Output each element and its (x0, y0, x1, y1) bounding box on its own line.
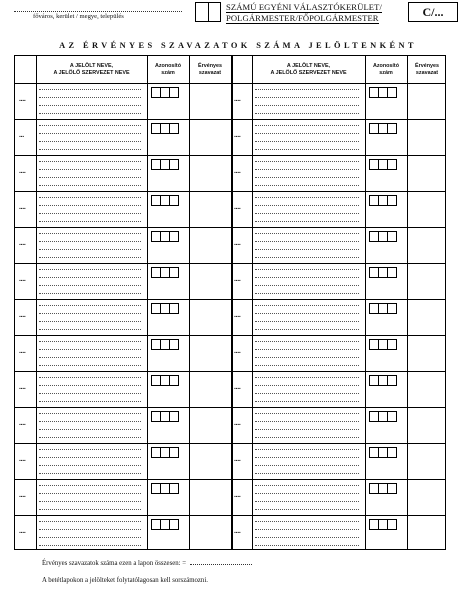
row-number-right: .... (234, 204, 241, 211)
row-number-right: .... (234, 312, 241, 319)
nominating-org-field[interactable] (255, 393, 359, 394)
nominating-org-field[interactable] (255, 293, 359, 294)
candidate-name-field[interactable] (39, 169, 141, 170)
id-digit-box[interactable] (378, 448, 387, 457)
id-digit-box[interactable] (387, 376, 396, 385)
id-header-line1: Azonosító (372, 62, 400, 69)
row-number-right: .... (234, 348, 241, 355)
nominating-org-field[interactable] (39, 105, 141, 106)
id-digit-box[interactable] (387, 448, 396, 457)
votes-column-header-left (189, 56, 231, 83)
id-digit-box[interactable] (169, 448, 178, 457)
nominating-org-field[interactable] (39, 321, 141, 322)
candidate-name-field[interactable] (255, 493, 359, 494)
district-title-line1: SZÁMÚ EGYÉNI VÁLASZTÓKERÜLET/ (226, 2, 382, 12)
id-digit-box[interactable] (370, 484, 378, 493)
id-digit-box[interactable] (387, 268, 396, 277)
candidate-id-boxes[interactable] (369, 87, 397, 98)
candidate-name-field[interactable] (39, 161, 141, 162)
votes-header-line1: Érvényes (415, 62, 439, 69)
id-digit-box[interactable] (152, 304, 160, 313)
candidate-column-header-left (36, 56, 147, 83)
nominating-org-field[interactable] (255, 113, 359, 114)
form-header (0, 0, 476, 30)
id-digit-box[interactable] (160, 484, 169, 493)
candidate-id-boxes[interactable] (369, 411, 397, 422)
candidate-name-field[interactable] (255, 125, 359, 126)
nominating-org-field[interactable] (39, 545, 141, 546)
numbering-note: A betétlapokon a jelölteket folytatólagosan kell sorszámozni. (42, 577, 208, 584)
candidate-name-field[interactable] (255, 161, 359, 162)
row-number-left: .... (19, 456, 26, 463)
row-divider (15, 479, 445, 480)
candidate-name-field[interactable] (255, 133, 359, 134)
id-digit-box[interactable] (378, 304, 387, 313)
id-digit-box[interactable] (378, 232, 387, 241)
candidate-header-line2: A JELÖLŐ SZERVEZET NEVE (270, 69, 347, 76)
id-digit-box[interactable] (378, 124, 387, 133)
id-digit-box[interactable] (169, 268, 178, 277)
row-number-left: .... (19, 492, 26, 499)
candidate-id-boxes[interactable] (369, 303, 397, 314)
candidate-id-boxes[interactable] (151, 267, 179, 278)
id-digit-box[interactable] (160, 196, 169, 205)
candidate-name-field[interactable] (39, 349, 141, 350)
id-digit-box[interactable] (370, 160, 378, 169)
nominating-org-field[interactable] (255, 473, 359, 474)
candidate-id-boxes[interactable] (369, 195, 397, 206)
id-digit-box[interactable] (378, 268, 387, 277)
id-digit-box[interactable] (160, 412, 169, 421)
id-digit-box[interactable] (370, 196, 378, 205)
nominating-org-field[interactable] (255, 465, 359, 466)
candidate-name-field[interactable] (39, 241, 141, 242)
nominating-org-field[interactable] (39, 437, 141, 438)
candidate-name-field[interactable] (39, 233, 141, 234)
nominating-org-field[interactable] (255, 249, 359, 250)
id-digit-box[interactable] (370, 376, 378, 385)
id-digit-box[interactable] (152, 484, 160, 493)
candidate-id-boxes[interactable] (369, 267, 397, 278)
id-digit-box[interactable] (169, 520, 178, 529)
candidate-name-field[interactable] (39, 305, 141, 306)
id-digit-box[interactable] (387, 160, 396, 169)
nominating-org-field[interactable] (255, 321, 359, 322)
id-digit-box[interactable] (152, 412, 160, 421)
row-divider (15, 119, 445, 120)
candidate-id-boxes[interactable] (151, 87, 179, 98)
nominating-org-field[interactable] (255, 285, 359, 286)
candidate-name-field[interactable] (39, 341, 141, 342)
candidate-id-boxes[interactable] (151, 519, 179, 530)
id-digit-box[interactable] (152, 88, 160, 97)
candidate-id-boxes[interactable] (369, 339, 397, 350)
nominating-org-field[interactable] (255, 221, 359, 222)
candidate-name-field[interactable] (39, 125, 141, 126)
nominating-org-field[interactable] (255, 105, 359, 106)
id-digit-box[interactable] (160, 376, 169, 385)
id-digit-box[interactable] (378, 520, 387, 529)
row-number-left: .... (19, 348, 26, 355)
id-digit-box[interactable] (160, 268, 169, 277)
candidate-id-boxes[interactable] (369, 231, 397, 242)
id-digit-box[interactable] (160, 88, 169, 97)
id-digit-box[interactable] (160, 160, 169, 169)
id-digit-box[interactable] (370, 124, 378, 133)
candidate-header-line2: A JELÖLŐ SZERVEZET NEVE (53, 69, 130, 76)
row-number-left: .... (19, 240, 26, 247)
candidate-name-field[interactable] (255, 97, 359, 98)
candidate-name-field[interactable] (39, 313, 141, 314)
nominating-org-field[interactable] (39, 141, 141, 142)
id-digit-box[interactable] (169, 88, 178, 97)
candidate-name-field[interactable] (39, 457, 141, 458)
nominating-org-field[interactable] (39, 465, 141, 466)
candidate-id-boxes[interactable] (151, 375, 179, 386)
column-divider (365, 56, 366, 549)
nominating-org-field[interactable] (39, 185, 141, 186)
row-number-right: .... (234, 420, 241, 427)
nominating-org-field[interactable] (39, 329, 141, 330)
nominating-org-field[interactable] (39, 357, 141, 358)
id-digit-box[interactable] (387, 88, 396, 97)
id-header-line1: Azonosító (154, 62, 182, 69)
candidate-name-field[interactable] (255, 349, 359, 350)
row-divider (15, 371, 445, 372)
id-digit-box[interactable] (169, 196, 178, 205)
row-number-left: .... (19, 276, 26, 283)
total-votes-line (42, 560, 252, 567)
column-divider (147, 56, 148, 549)
candidate-name-field[interactable] (255, 377, 359, 378)
id-digit-box[interactable] (387, 340, 396, 349)
row-number-right: .... (234, 96, 241, 103)
id-digit-box[interactable] (378, 484, 387, 493)
candidate-id-boxes[interactable] (369, 123, 397, 134)
candidate-name-field[interactable] (39, 449, 141, 450)
row-divider (15, 407, 445, 408)
id-digit-box[interactable] (160, 340, 169, 349)
candidate-name-field[interactable] (255, 269, 359, 270)
candidate-id-boxes[interactable] (151, 447, 179, 458)
row-number-right: .... (234, 492, 241, 499)
id-digit-box[interactable] (378, 196, 387, 205)
candidate-name-field[interactable] (39, 197, 141, 198)
id-digit-box[interactable] (378, 160, 387, 169)
nominating-org-field[interactable] (255, 257, 359, 258)
row-number-left: .... (19, 384, 26, 391)
id-digit-box[interactable] (169, 412, 178, 421)
row-number-right: .... (234, 456, 241, 463)
id-digit-box[interactable] (160, 448, 169, 457)
id-digit-box[interactable] (387, 484, 396, 493)
candidate-name-field[interactable] (255, 421, 359, 422)
candidate-name-field[interactable] (39, 521, 141, 522)
row-number-right: .... (234, 240, 241, 247)
nominating-org-field[interactable] (255, 537, 359, 538)
id-digit-box[interactable] (169, 376, 178, 385)
section-title: AZ ÉRVÉNYES SZAVAZATOK SZÁMA JELÖLTENKÉNT (59, 41, 417, 50)
nominating-org-field[interactable] (39, 401, 141, 402)
id-digit-box[interactable] (378, 88, 387, 97)
column-divider-center (231, 56, 233, 549)
nominating-org-field[interactable] (255, 501, 359, 502)
candidate-id-boxes[interactable] (151, 123, 179, 134)
district-number-boxes[interactable] (195, 2, 221, 22)
id-digit-box[interactable] (169, 124, 178, 133)
candidate-name-field[interactable] (255, 449, 359, 450)
id-digit-box[interactable] (152, 520, 160, 529)
id-digit-box[interactable] (378, 412, 387, 421)
row-number-right: .... (234, 384, 241, 391)
column-divider (407, 56, 408, 549)
votes-header-line1: Érvényes (198, 62, 222, 69)
id-digit-box[interactable] (169, 232, 178, 241)
candidate-name-field[interactable] (39, 277, 141, 278)
id-digit-box[interactable] (387, 124, 396, 133)
nominating-org-field[interactable] (39, 537, 141, 538)
column-divider (252, 56, 253, 549)
id-digit-box[interactable] (169, 484, 178, 493)
id-header-line2: szám (379, 69, 393, 76)
candidate-name-field[interactable] (255, 205, 359, 206)
nominating-org-field[interactable] (39, 249, 141, 250)
candidate-name-field[interactable] (255, 529, 359, 530)
candidate-name-field[interactable] (39, 205, 141, 206)
votes-header-line2: szavazat (198, 69, 222, 76)
row-number-left: .... (19, 528, 26, 535)
candidate-name-field[interactable] (255, 521, 359, 522)
id-digit-box[interactable] (387, 412, 396, 421)
candidate-name-field[interactable] (255, 233, 359, 234)
id-digit-box[interactable] (370, 268, 378, 277)
candidate-id-boxes[interactable] (151, 339, 179, 350)
nominating-org-field[interactable] (39, 213, 141, 214)
nominating-org-field[interactable] (255, 437, 359, 438)
row-number-left: .... (19, 96, 26, 103)
candidate-name-field[interactable] (39, 529, 141, 530)
candidate-name-field[interactable] (255, 169, 359, 170)
row-number-right: .... (234, 132, 241, 139)
nominating-org-field[interactable] (255, 545, 359, 546)
id-digit-box[interactable] (387, 196, 396, 205)
nominating-org-field[interactable] (39, 257, 141, 258)
nominating-org-field[interactable] (255, 357, 359, 358)
candidate-id-boxes[interactable] (369, 483, 397, 494)
row-divider (15, 191, 445, 192)
row-divider (15, 515, 445, 516)
nominating-org-field[interactable] (39, 393, 141, 394)
candidate-name-field[interactable] (39, 421, 141, 422)
row-number-right: .... (234, 528, 241, 535)
nominating-org-field[interactable] (39, 365, 141, 366)
candidate-name-field[interactable] (255, 413, 359, 414)
candidate-id-boxes[interactable] (151, 159, 179, 170)
nominating-org-field[interactable] (39, 177, 141, 178)
candidate-id-boxes[interactable] (151, 231, 179, 242)
candidate-name-field[interactable] (39, 89, 141, 90)
candidate-id-boxes[interactable] (369, 375, 397, 386)
votes-column-header-right (407, 56, 447, 83)
candidate-header-line1: A JELÖLT NEVE, (69, 62, 114, 69)
nominating-org-field[interactable] (255, 149, 359, 150)
nominating-org-field[interactable] (255, 401, 359, 402)
id-digit-box[interactable] (152, 340, 160, 349)
nominating-org-field[interactable] (39, 473, 141, 474)
id-digit-box[interactable] (169, 340, 178, 349)
candidate-id-boxes[interactable] (369, 447, 397, 458)
row-number-right: .... (234, 276, 241, 283)
candidate-name-field[interactable] (255, 89, 359, 90)
row-divider (15, 155, 445, 156)
id-column-header-left (147, 56, 189, 83)
candidate-id-boxes[interactable] (369, 159, 397, 170)
nominating-org-field[interactable] (255, 213, 359, 214)
nominating-org-field[interactable] (39, 293, 141, 294)
id-digit-box[interactable] (378, 340, 387, 349)
nominating-org-field[interactable] (39, 113, 141, 114)
total-votes-label: Érvényes szavazatok száma ezen a lapon összesen: = (42, 560, 187, 567)
column-divider (36, 56, 37, 549)
id-digit-box[interactable] (370, 412, 378, 421)
row-number-left: .... (19, 168, 26, 175)
row-number-left: .... (19, 420, 26, 427)
district-title (226, 2, 382, 24)
nominating-org-field[interactable] (255, 177, 359, 178)
id-digit-box[interactable] (370, 340, 378, 349)
row-number-left: .... (19, 204, 26, 211)
candidate-column-header-right (252, 56, 365, 83)
row-number-left: ... (19, 132, 24, 139)
id-digit-box[interactable] (378, 376, 387, 385)
id-digit-box[interactable] (387, 232, 396, 241)
id-digit-box[interactable] (370, 88, 378, 97)
id-digit-box[interactable] (370, 232, 378, 241)
id-digit-box[interactable] (152, 232, 160, 241)
id-digit-box[interactable] (160, 124, 169, 133)
nominating-org-field[interactable] (39, 429, 141, 430)
candidate-id-boxes[interactable] (151, 303, 179, 314)
nominating-org-field[interactable] (39, 501, 141, 502)
candidate-id-boxes[interactable] (151, 195, 179, 206)
candidate-name-field[interactable] (39, 485, 141, 486)
votes-header-line2: szavazat (415, 69, 439, 76)
id-digit-box[interactable] (160, 520, 169, 529)
id-digit-box[interactable] (152, 376, 160, 385)
row-divider (15, 227, 445, 228)
candidate-name-field[interactable] (255, 457, 359, 458)
candidate-name-field[interactable] (255, 277, 359, 278)
candidate-name-field[interactable] (39, 269, 141, 270)
row-divider (15, 443, 445, 444)
id-digit-box[interactable] (152, 160, 160, 169)
id-digit-box[interactable] (387, 520, 396, 529)
place-field-line[interactable] (14, 11, 182, 12)
candidate-id-boxes[interactable] (369, 519, 397, 530)
id-column-header-right (365, 56, 407, 83)
row-number-right: .... (234, 168, 241, 175)
row-divider (15, 335, 445, 336)
id-header-line2: szám (161, 69, 175, 76)
row-divider (15, 263, 445, 264)
header-divider (15, 83, 445, 84)
nominating-org-field[interactable] (255, 365, 359, 366)
nominating-org-field[interactable] (39, 509, 141, 510)
candidate-votes-table (14, 55, 446, 550)
candidate-name-field[interactable] (255, 197, 359, 198)
nominating-org-field[interactable] (39, 149, 141, 150)
id-digit-box[interactable] (387, 304, 396, 313)
candidate-name-field[interactable] (255, 305, 359, 306)
candidate-name-field[interactable] (255, 341, 359, 342)
nominating-org-field[interactable] (255, 329, 359, 330)
id-digit-box[interactable] (160, 232, 169, 241)
id-digit-box[interactable] (169, 160, 178, 169)
candidate-id-boxes[interactable] (151, 483, 179, 494)
id-digit-box[interactable] (370, 520, 378, 529)
candidate-name-field[interactable] (255, 313, 359, 314)
id-digit-box[interactable] (169, 304, 178, 313)
id-digit-box[interactable] (370, 448, 378, 457)
candidate-name-field[interactable] (39, 385, 141, 386)
nominating-org-field[interactable] (255, 141, 359, 142)
candidate-name-field[interactable] (39, 413, 141, 414)
candidate-name-field[interactable] (39, 133, 141, 134)
id-digit-box[interactable] (152, 268, 160, 277)
candidate-name-field[interactable] (255, 485, 359, 486)
candidate-name-field[interactable] (39, 493, 141, 494)
total-votes-field[interactable] (190, 564, 252, 565)
nominating-org-field[interactable] (255, 185, 359, 186)
candidate-name-field[interactable] (255, 385, 359, 386)
candidate-id-boxes[interactable] (151, 411, 179, 422)
id-digit-box[interactable] (152, 448, 160, 457)
candidate-name-field[interactable] (39, 97, 141, 98)
candidate-name-field[interactable] (39, 377, 141, 378)
form-code-box: C/... (408, 2, 458, 22)
place-label: főváros, kerület / megye, település (33, 13, 124, 20)
row-number-left: .... (19, 312, 26, 319)
nominating-org-field[interactable] (255, 429, 359, 430)
nominating-org-field[interactable] (39, 285, 141, 286)
column-divider (189, 56, 190, 549)
id-digit-box[interactable] (160, 304, 169, 313)
nominating-org-field[interactable] (39, 221, 141, 222)
candidate-header-line1: A JELÖLT NEVE, (286, 62, 331, 69)
id-digit-box[interactable] (370, 304, 378, 313)
id-digit-box[interactable] (152, 124, 160, 133)
district-title-line2: POLGÁRMESTER/FŐPOLGÁRMESTER (226, 13, 379, 23)
nominating-org-field[interactable] (255, 509, 359, 510)
row-divider (15, 299, 445, 300)
candidate-name-field[interactable] (255, 241, 359, 242)
id-digit-box[interactable] (152, 196, 160, 205)
